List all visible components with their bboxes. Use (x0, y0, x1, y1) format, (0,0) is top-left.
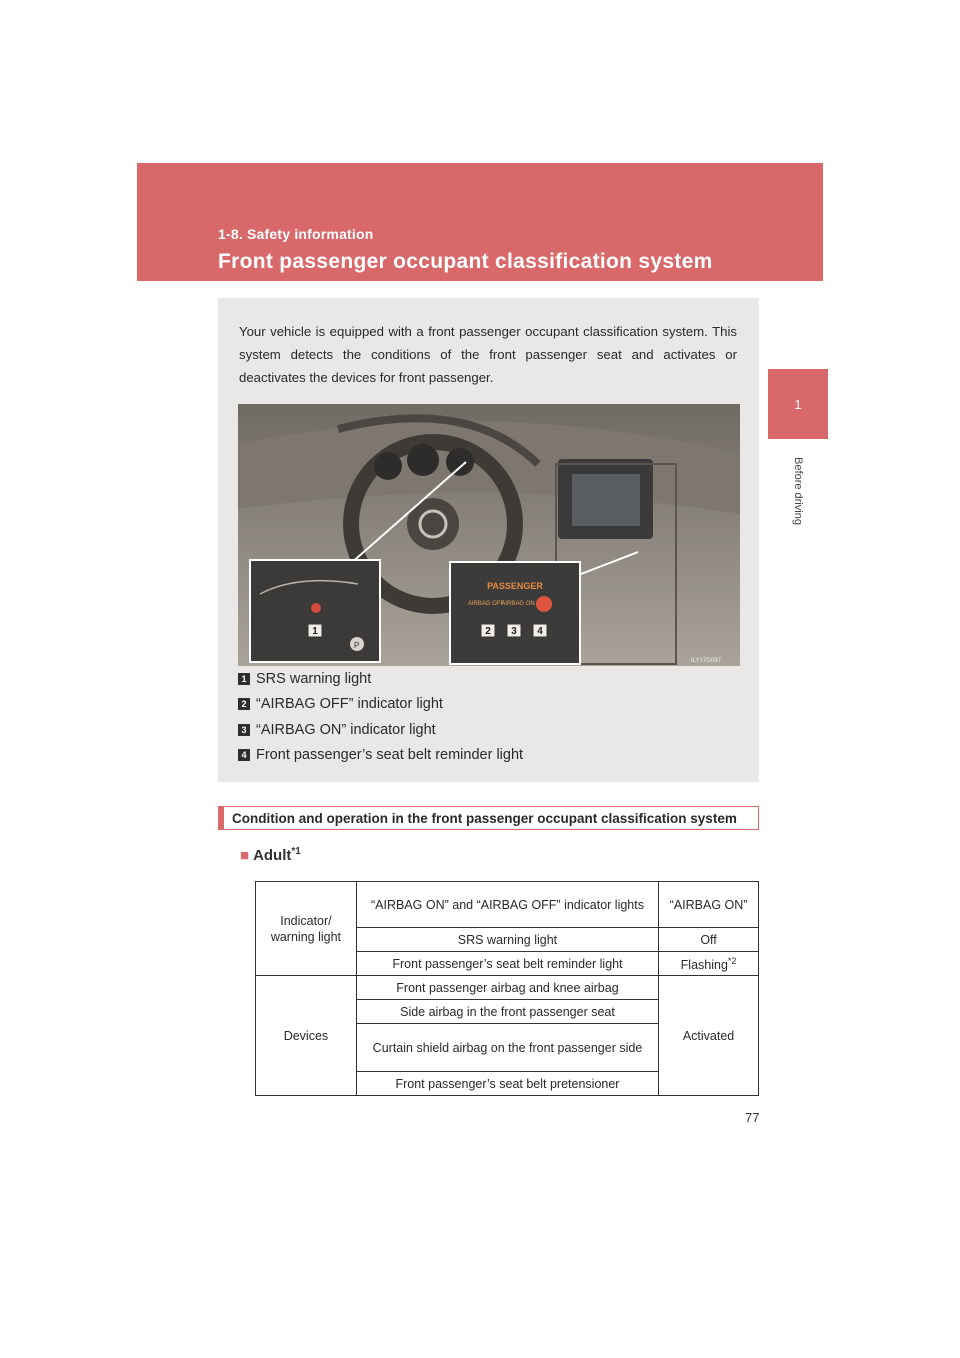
legend-item (238, 717, 738, 743)
table-cell: “AIRBAG ON” and “AIRBAG OFF” indicator lights (356, 882, 658, 928)
legend (238, 666, 738, 768)
dashboard-photo (238, 404, 740, 666)
table-cell: Curtain shield airbag on the front passenger side (356, 1024, 658, 1072)
legend-text: Front passenger’s seat belt reminder light (256, 747, 524, 764)
table-cell: Side airbag in the front passenger seat (356, 1000, 658, 1024)
group-cell-devices: Devices (256, 976, 357, 1096)
legend-item (238, 666, 738, 692)
table-cell: Activated (659, 976, 759, 1096)
page-number: 77 (745, 1110, 760, 1125)
legend-item (238, 743, 738, 769)
legend-text: “AIRBAG OFF” indicator light (256, 696, 443, 713)
airbag-on-label: AIRBAG ON (501, 601, 535, 607)
airbag-off-label: AIRBAG OFF (467, 601, 505, 607)
dashboard-illustration (238, 404, 740, 666)
legend-text: “AIRBAG ON” indicator light (256, 721, 436, 738)
table-cell: Front passenger’s seat belt reminder light (356, 952, 658, 976)
condition-heading: Condition and operation in the front passenger occupant classification system (218, 806, 759, 830)
callout-4: 4 (537, 626, 543, 637)
legend-number: 3 (238, 724, 250, 736)
svg-text:P: P (354, 641, 360, 650)
table-row (256, 882, 759, 928)
legend-number: 1 (238, 673, 250, 685)
table-cell: Flashing$^{*2}$ (659, 952, 759, 976)
legend-item (238, 692, 738, 718)
square-bullet-icon: ■ (240, 847, 250, 864)
table-cell: Front passenger’s seat belt pretensioner (356, 1072, 658, 1096)
table-cell: Off (659, 928, 759, 952)
legend-text: SRS warning light (256, 670, 372, 687)
chapter-tab-label: Before driving (792, 457, 804, 525)
adult-status-table (255, 881, 759, 1096)
group-cell-indicator: Indicator/ warning light (256, 882, 357, 976)
legend-number: 2 (238, 698, 250, 710)
table-cell: “AIRBAG ON” (659, 882, 759, 928)
passenger-panel-label: PASSENGER (487, 581, 543, 591)
page-title: Front passenger occupant classification system (218, 250, 713, 273)
seat-belt-reminder-icon (536, 596, 552, 612)
adult-heading: ■ Adult$^{*1}$ (240, 846, 301, 864)
table-row (256, 976, 759, 1000)
intro-text: Your vehicle is equipped with a front passenger occupant classification system. This system detects the conditions of the front passenger seat and activates or deactivates the devices for front passenger. (239, 324, 737, 385)
table-cell: SRS warning light (356, 928, 658, 952)
callout-3: 3 (511, 626, 517, 637)
callout-1: 1 (312, 626, 318, 637)
legend-number: 4 (238, 749, 250, 761)
table-cell: Front passenger airbag and knee airbag (356, 976, 658, 1000)
chapter-tab[interactable]: 1 (768, 369, 828, 439)
figure-code: ILY17G097 (691, 658, 721, 664)
section-label: 1-8. Safety information (218, 226, 374, 242)
callout-2: 2 (485, 626, 491, 637)
